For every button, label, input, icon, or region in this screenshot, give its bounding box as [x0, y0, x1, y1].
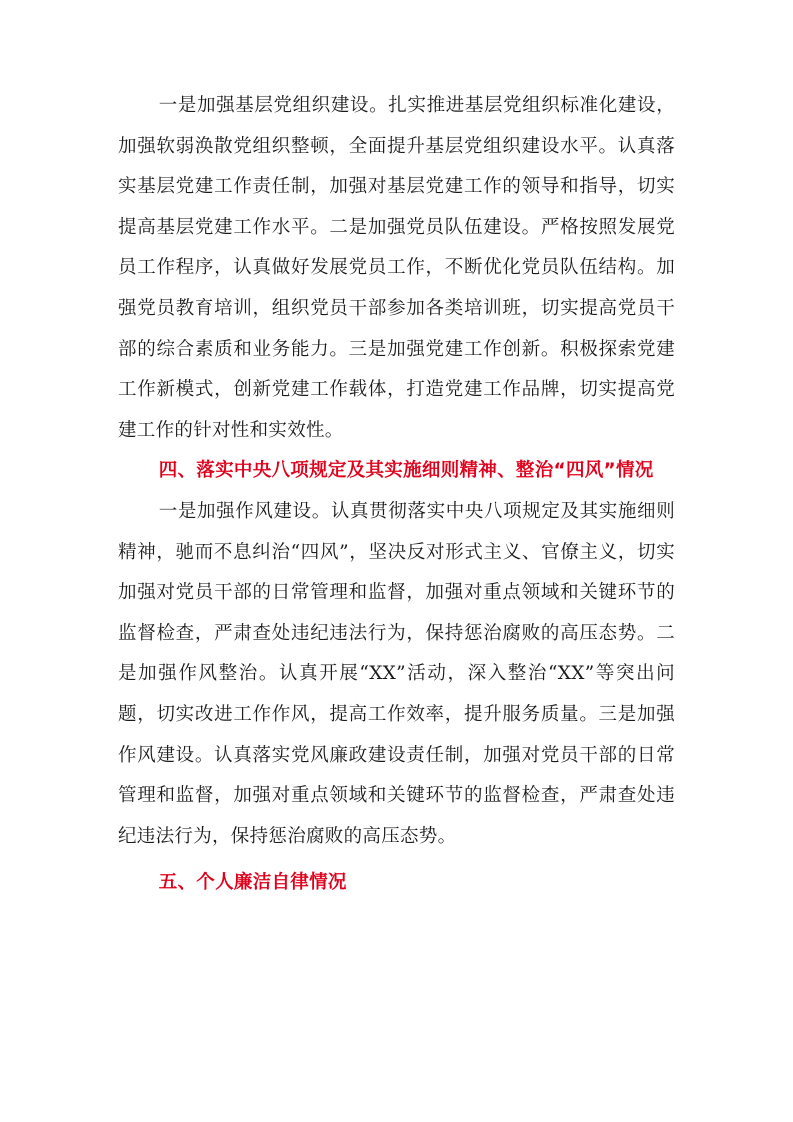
document-page: [118, 86, 675, 904]
section-heading-four-winds: 四、落实中央八项规定及其实施细则精神、整治“四风”情况: [158, 460, 654, 482]
body-paragraph-work-style: 一是加强作风建设。认真贯彻落实中央八项规定及其实施细则精神，驰而不息纠治“四风”，坚决反对形式主义、官僚主义，切实加强对党员干部的日常管理和监督，加强对重点领域和关键环节的监督检查，严肃查处违纪违法行为，保持惩治腐败的高压态势。二是加强作风整治。认真开展“XX”活动，深入整治“XX”等突出问题，切实改进工作作风，提高工作效率，提升服务质量。三是加强作风建设。认真落实党风廉政建设责任制，加强对党员干部的日常管理和监督，加强对重点领域和关键环节的监督检查，严肃查处违纪违法行为，保持惩治腐败的高压态势。: [118, 500, 675, 847]
body-paragraph-party-building: 一是加强基层党组织建设。扎实推进基层党组织标准化建设，加强软弱涣散党组织整顿，全面提升基层党组织建设水平。认真落实基层党建工作责任制，加强对基层党建工作的领导和指导，切实提高基层党建工作水平。二是加强党员队伍建设。严格按照发展党员工作程序，认真做好发展党员工作，不断优化党员队伍结构。加强党员教育培训，组织党员干部参加各类培训班，切实提高党员干部的综合素质和业务能力。三是加强党建工作创新。积极探索党建工作新模式，创新党建工作载体，打造党建工作品牌，切实提高党建工作的针对性和实效性。: [118, 95, 675, 441]
section-heading-self-discipline: 五、个人廉洁自律情况: [158, 872, 347, 894]
